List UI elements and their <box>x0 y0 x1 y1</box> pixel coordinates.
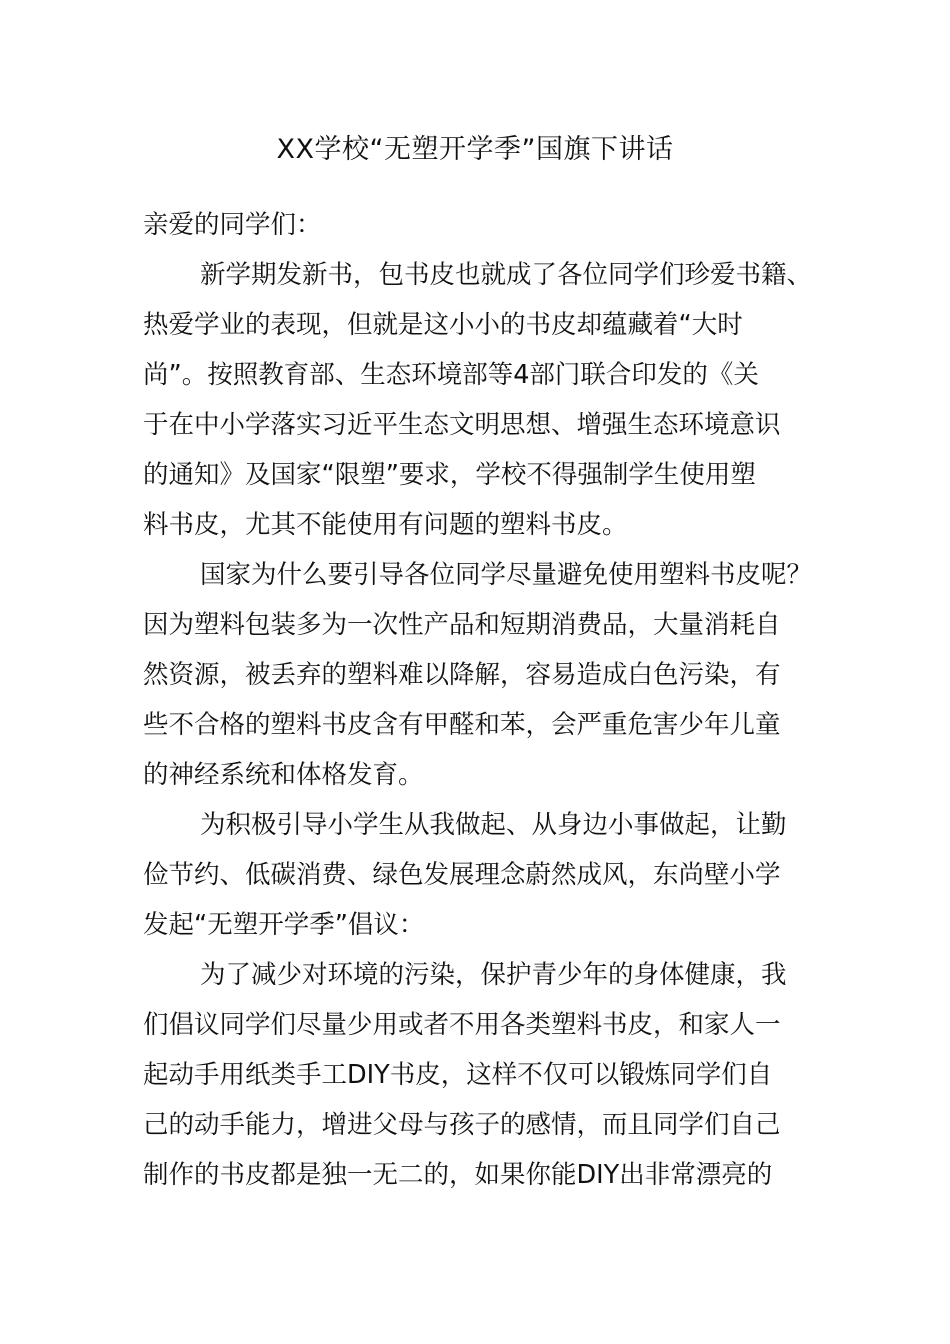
text-line: 俭节约、低碳消费、绿色发展理念蔚然成风，东尚壁小学 <box>143 860 781 890</box>
text-line: 的通知》及国家“限塑”要求，学校不得强制学生使用塑 <box>143 460 756 490</box>
document-title: XX学校“无塑开学季”国旗下讲话 <box>276 134 674 165</box>
text-line: 热爱学业的表现，但就是这小小的书皮却蕴藏着“大时 <box>143 310 743 340</box>
text-line: 国家为什么要引导各位同学尽量避免使用塑料书皮呢？ <box>200 560 813 590</box>
text-line: 新学期发新书，包书皮也就成了各位同学们珍爱书籍、 <box>200 260 813 290</box>
text-line: 然资源，被丢弃的塑料难以降解，容易造成白色污染，有 <box>143 660 781 690</box>
text-line: 起动手用纸类手工DIY书皮，这样不仅可以锻炼同学们自 <box>143 1060 773 1090</box>
text-line: 料书皮，尤其不能使用有问题的塑料书皮。 <box>143 510 628 540</box>
text-line: 于在中小学落实习近平生态文明思想、增强生态环境意识 <box>143 410 781 440</box>
document-body <box>143 200 843 1200</box>
text-line: 们倡议同学们尽量少用或者不用各类塑料书皮，和家人一 <box>143 1010 781 1040</box>
text-line: 因为塑料包装多为一次性产品和短期消费品，大量消耗自 <box>143 610 781 640</box>
text-line: 为了减少对环境的污染，保护青少年的身体健康，我 <box>200 960 787 990</box>
text-line: 发起“无塑开学季”倡议： <box>143 910 425 940</box>
text-line: 的神经系统和体格发育。 <box>143 760 424 790</box>
text-line: 制作的书皮都是独一无二的，如果你能DIY出非常漂亮的 <box>143 1160 773 1190</box>
text-line: 亲爱的同学们： <box>143 210 322 240</box>
text-line: 尚”。按照教育部、生态环境部等4部门联合印发的《关 <box>143 360 759 390</box>
text-line: 为积极引导小学生从我做起、从身边小事做起，让勤 <box>200 810 787 840</box>
text-line: 些不合格的塑料书皮含有甲醛和苯，会严重危害少年儿童 <box>143 710 781 740</box>
text-line: 己的动手能力，增进父母与孩子的感情，而且同学们自己 <box>143 1110 781 1140</box>
